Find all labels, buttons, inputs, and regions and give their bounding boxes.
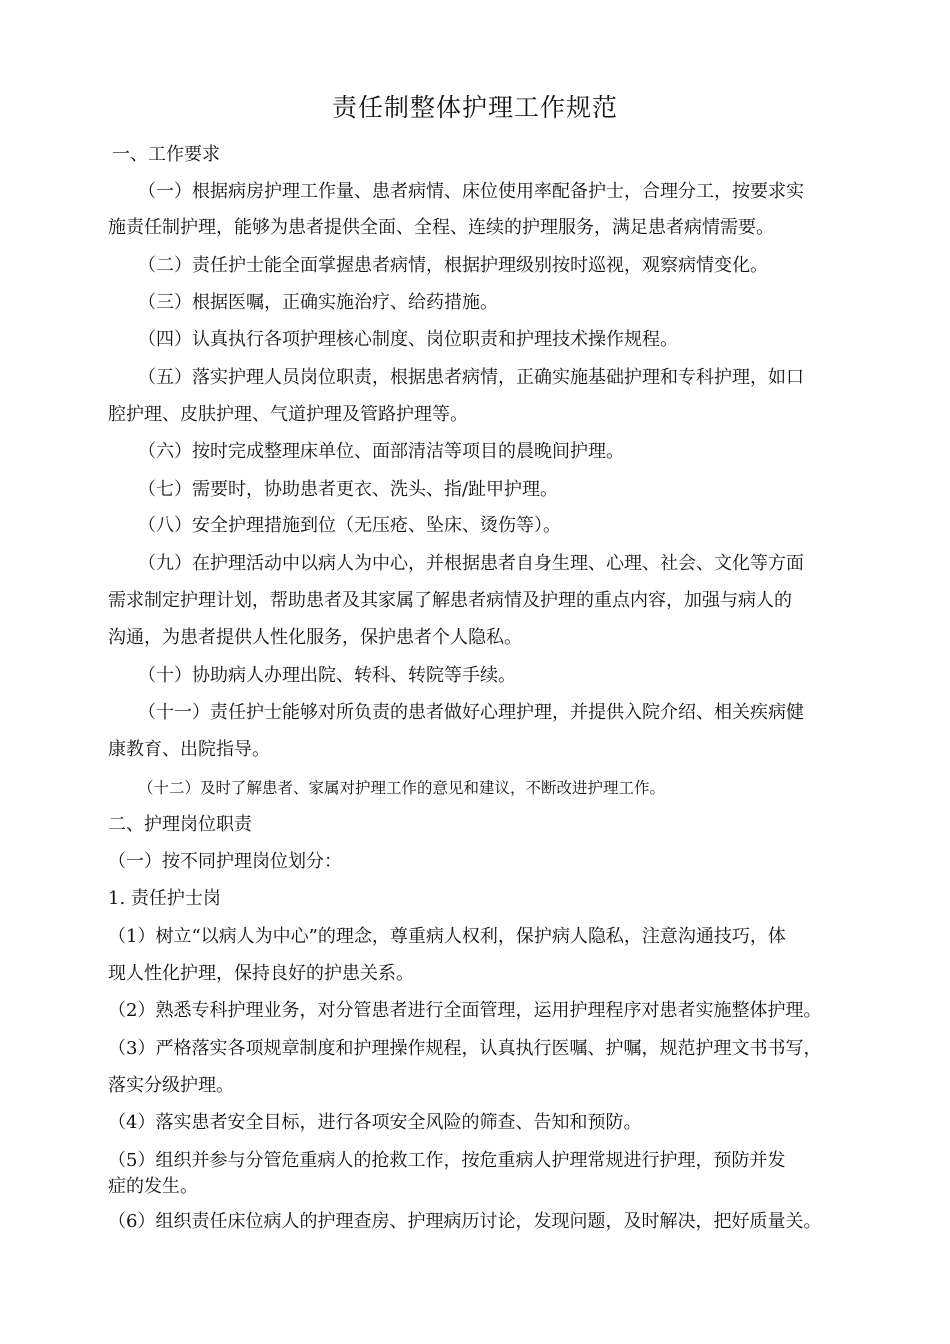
requirement-11-line-1: （十一）责任护士能够对所负责的患者做好心理护理，并提供入院介绍、相关疾病健 [138,702,804,723]
requirement-10: （十）协助病人办理出院、转科、转院等手续。 [138,665,516,686]
duty-6: （6）组织责任床位病人的护理查房、护理病历讨论，发现问题，及时解决，把好质量关。 [108,1211,822,1232]
requirement-2: （二）责任护士能全面掌握患者病情，根据护理级别按时巡视，观察病情变化。 [138,255,768,276]
requirement-9-line-3: 沟通，为患者提供人性化服务，保护患者个人隐私。 [108,627,522,648]
requirement-3: （三）根据医嘱，正确实施治疗、给药措施。 [138,292,498,313]
subsection-heading-post-division: （一）按不同护理岗位划分： [108,851,342,872]
duty-1-line-2: 现人性化护理，保持良好的护患关系。 [108,963,414,984]
requirement-5-line-2: 腔护理、皮肤护理、气道护理及管路护理等。 [108,404,468,425]
duty-5-line-1: （5）组织并参与分管危重病人的抢救工作，按危重病人护理常规进行护理，预防并发 [108,1150,786,1171]
duty-4: （4）落实患者安全目标，进行各项安全风险的筛查、告知和预防。 [108,1112,642,1133]
requirement-1-line-1: （一）根据病房护理工作量、患者病情、床位使用率配备护士，合理分工，按要求实 [138,181,804,202]
requirement-4: （四）认真执行各项护理核心制度、岗位职责和护理技术操作规程。 [138,329,678,350]
document-title: 责任制整体护理工作规范 [331,93,618,122]
duty-2: （2）熟悉专科护理业务，对分管患者进行全面管理，运用护理程序对患者实施整体护理。 [108,1000,822,1021]
duty-3-line-2: 落实分级护理。 [108,1075,234,1096]
duty-3-line-1: （3）严格落实各项规章制度和护理操作规程，认真执行医嘱、护嘱，规范护理文书书写， [108,1038,822,1059]
requirement-12: （十二）及时了解患者、家属对护理工作的意见和建议，不断改进护理工作。 [138,779,666,797]
duty-1-line-1: （1）树立“以病人为中心”的理念，尊重病人权利，保护病人隐私，注意沟通技巧，体 [108,926,786,947]
requirement-8: （八）安全护理措施到位（无压疮、坠床、烫伤等）。 [138,515,561,536]
requirement-9-line-2: 需求制定护理计划，帮助患者及其家属了解患者病情及护理的重点内容，加强与病人的 [108,590,792,611]
requirement-5-line-1: （五）落实护理人员岗位职责，根据患者病情，正确实施基础护理和专科护理，如口 [138,367,804,388]
requirement-6: （六）按时完成整理床单位、面部清洁等项目的晨晚间护理。 [138,441,624,462]
section-heading-nursing-post-duties: 二、护理岗位职责 [108,814,252,835]
post-title-responsible-nurse: 1. 责任护士岗 [108,888,221,909]
requirement-1-line-2: 施责任制护理，能够为患者提供全面、全程、连续的护理服务，满足患者病情需要。 [108,217,774,238]
section-heading-work-requirements: 一、工作要求 [112,144,220,165]
requirement-7: （七）需要时，协助患者更衣、洗头、指/趾甲护理。 [138,479,559,500]
requirement-9-line-1: （九）在护理活动中以病人为中心，并根据患者自身生理、心理、社会、文化等方面 [138,553,804,574]
requirement-11-line-2: 康教育、出院指导。 [108,739,270,760]
duty-5-line-2: 症的发生。 [108,1176,198,1197]
